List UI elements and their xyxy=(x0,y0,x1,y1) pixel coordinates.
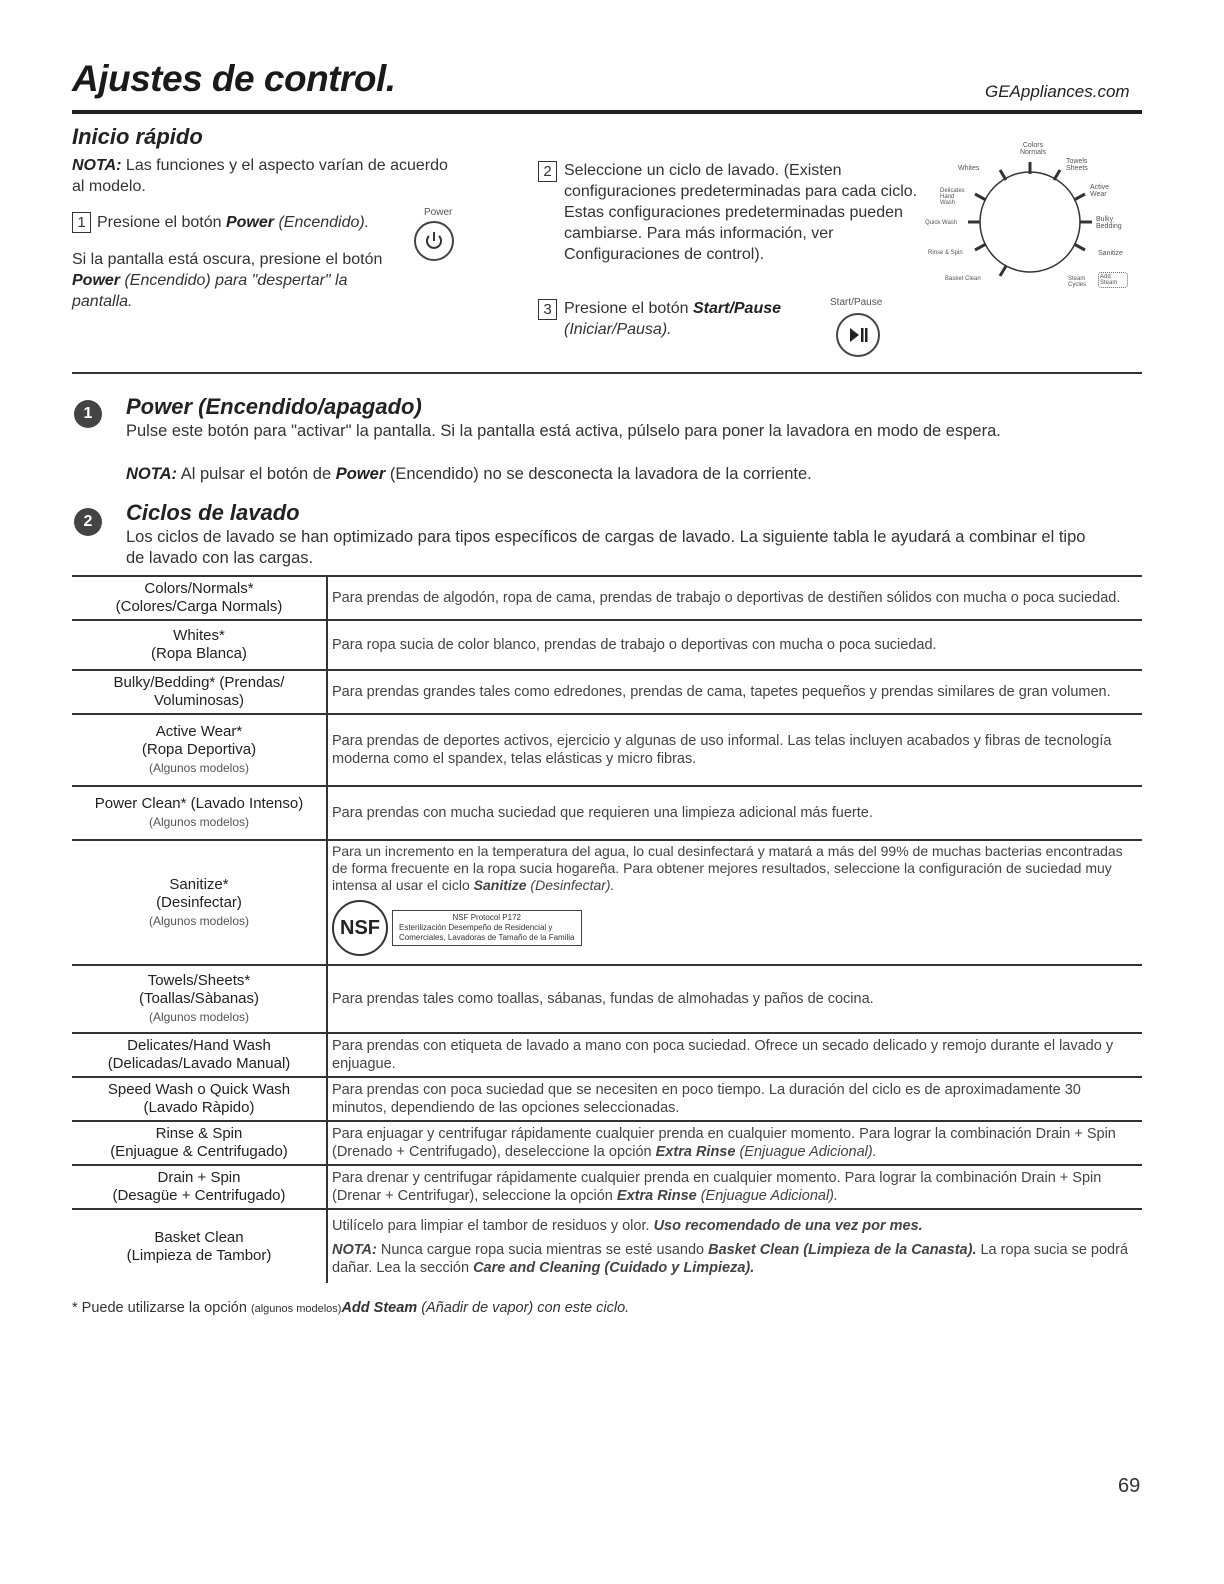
table-row xyxy=(72,714,1142,786)
cycle-desc: Para drenar y centrifugar rápidamente cualquier prenda en cualquier momento. Para lograr la combinación Drain + Spin (Drenar + Centrifugar), seleccione la opción Extra Rinse (Enjuague Adicional). xyxy=(327,1165,1142,1209)
dial-rinse: Rinse & Spin xyxy=(928,250,963,256)
header-rule xyxy=(72,110,1142,114)
table-row xyxy=(72,1077,1142,1121)
table-row xyxy=(72,1165,1142,1209)
table-row xyxy=(72,670,1142,714)
quick-start-title: Inicio rápido xyxy=(72,124,203,149)
section-2-text: Los ciclos de lavado se han optimizado para tipos específicos de cargas de lavado. La siguiente tabla le ayudará a combinar el tipo de lavado con las cargas. xyxy=(126,528,1086,567)
quick-note: NOTA: Las funciones y el aspecto varían de acuerdo al modelo. xyxy=(72,157,448,195)
power-label: Power xyxy=(424,207,453,218)
cycle-name: Drain + Spin (Desagüe + Centrifugado) xyxy=(72,1165,327,1209)
cycle-name: Basket Clean (Limpieza de Tambor) xyxy=(72,1209,327,1283)
section-2-badge: 2 xyxy=(74,508,102,536)
cycle-name: Sanitize* (Desinfectar) (Algunos modelos) xyxy=(72,840,327,965)
dial-whites: Whites xyxy=(958,165,980,172)
step-2: 2 Seleccione un ciclo de lavado. (Existen configuraciones predeterminadas para cada ciclo. Estas configuraciones predeterminadas pueden cambiarse. Para más información, ver Configuraciones de control). xyxy=(538,160,933,265)
dial-colors: Colors Normals xyxy=(1019,142,1047,156)
cycle-name: Power Clean* (Lavado Intenso) (Algunos modelos) xyxy=(72,786,327,840)
power-button[interactable] xyxy=(414,221,454,261)
start-pause-button[interactable] xyxy=(836,313,880,357)
cycle-name: Delicates/Hand Wash (Delicadas/Lavado Manual) xyxy=(72,1033,327,1077)
dial-delicates: Delicates Hand Wash xyxy=(940,188,965,206)
step-1-para: Si la pantalla está oscura, presione el botón Power (Encendido) para "despertar" la pantalla. xyxy=(72,251,383,310)
cycle-desc: Para prendas con mucha suciedad que requieren una limpieza adicional más fuerte. xyxy=(327,786,1142,840)
footnote: * Puede utilizarse la opción (algunos modelos)Add Steam (Añadir de vapor) con este ciclo. xyxy=(72,1300,630,1316)
section-1-title: Power (Encendido/apagado) xyxy=(126,394,422,419)
start-pause-label: Start/Pause xyxy=(830,297,883,308)
cycle-desc: Para prendas con poca suciedad que se necesiten en poco tiempo. La duración del ciclo es de aproximadamente 30 minutos, dependiendo de las opciones seleccionadas. xyxy=(327,1077,1142,1121)
cycle-name: Towels/Sheets* (Toallas/Sàbanas) (Algunos modelos) xyxy=(72,965,327,1033)
cycle-desc: Para prendas de algodón, ropa de cama, prendas de trabajo o deportivas de destiñen sólidos con mucha o poca suciedad. xyxy=(327,576,1142,620)
cycle-name: Bulky/Bedding* (Prendas/ Voluminosas) xyxy=(72,670,327,714)
cycle-desc: Utilícelo para limpiar el tambor de residuos y olor. Uso recomendado de una vez por mes. NOTA: Nunca cargue ropa sucia mientras se esté usando Basket Clean (Limpieza de la Canasta). La ropa sucia se podrá dañar. Lea la sección Care and Cleaning (Cuidado y Limpieza). xyxy=(327,1209,1142,1283)
page-number: 69 xyxy=(1118,1475,1141,1497)
cycle-name: Rinse & Spin (Enjuague & Centrifugado) xyxy=(72,1121,327,1165)
dial-towels: Towels Sheets xyxy=(1066,158,1088,172)
dial-sanitize: Sanitize xyxy=(1098,250,1123,257)
section-1-badge: 1 xyxy=(74,400,102,428)
cycle-desc: Para prendas tales como toallas, sábanas, fundas de almohadas y paños de cocina. xyxy=(327,965,1142,1033)
step-1: 1 Presione el botón Power (Encendido). xyxy=(72,212,402,233)
dial-bulky: Bulky Bedding xyxy=(1096,216,1122,230)
dial-basket: Basket Clean xyxy=(945,276,981,282)
cycle-desc: Para ropa sucia de color blanco, prendas de trabajo o deportivas con mucha o poca suciedad. xyxy=(327,620,1142,670)
table-row xyxy=(72,786,1142,840)
dial-quick: Quick Wash xyxy=(925,220,958,226)
table-row xyxy=(72,965,1142,1033)
step-3-number: 3 xyxy=(538,299,557,320)
step-3: 3 Presione el botón Start/Pause (Iniciar/Pausa). xyxy=(538,298,808,340)
play-pause-icon xyxy=(838,315,878,355)
table-row xyxy=(72,1121,1142,1165)
table-row xyxy=(72,1209,1142,1283)
table-row xyxy=(72,840,1142,965)
step-1-number: 1 xyxy=(72,212,91,233)
cycle-name: Active Wear* (Ropa Deportiva) (Algunos modelos) xyxy=(72,714,327,786)
dial-active: Active Wear xyxy=(1090,184,1110,198)
cycle-desc: Para prendas de deportes activos, ejercicio y algunas de uso informal. Las telas incluyen acabados y fibras de tecnología moderna como el spandex, telas elásticas y micro fibras. xyxy=(327,714,1142,786)
section-rule xyxy=(72,372,1142,374)
table-row xyxy=(72,1033,1142,1077)
cycle-desc: Para un incremento en la temperatura del agua, lo cual desinfectará y matará a más del 99% de muchas bacterias encontradas de forma frecuente en la ropa sucia hogareña. Para obtener mejores resultados, seleccione la configuración de suciedad muy intensa al usar el ciclo Sanitize (Desinfectar). NSF NSF Protocol P172 Esterilización Desempeño de Residencial y Comerciales, Lavadoras de Tamaño de la Familia xyxy=(327,840,1142,965)
table-row xyxy=(72,576,1142,620)
cycle-desc: Para prendas grandes tales como edredones, prendas de cama, tapetes pequeños y prendas similares de gran volumen. xyxy=(327,670,1142,714)
page-title: Ajustes de control. xyxy=(72,58,396,99)
site-url[interactable]: GEAppliances.com xyxy=(985,82,1130,101)
cycle-name: Speed Wash o Quick Wash (Lavado Ràpido) xyxy=(72,1077,327,1121)
cycle-name: Colors/Normals* (Colores/Carga Normals) xyxy=(72,576,327,620)
cycles-table xyxy=(72,575,1142,1283)
table-row xyxy=(72,620,1142,670)
cycle-desc: Para enjuagar y centrifugar rápidamente cualquier prenda en cualquier momento. Para lograr la combinación Drain + Spin (Drenado + Centrifugado), deseleccione la opción Extra Rinse (Enjuague Adicional). xyxy=(327,1121,1142,1165)
nsf-logo: NSF xyxy=(332,900,388,956)
cycle-desc: Para prendas con etiqueta de lavado a mano con poca suciedad. Ofrece un secado delicado y remojo durante el lavado y enjuague. xyxy=(327,1033,1142,1077)
add-steam-button[interactable]: Add Steam xyxy=(1098,272,1128,288)
power-icon xyxy=(416,223,452,259)
dial-steam-cycles: Steam Cycles xyxy=(1068,276,1087,288)
section-2-title: Ciclos de lavado xyxy=(126,500,300,525)
section-1-text: Pulse este botón para "activar" la pantalla. Si la pantalla está activa, púlselo para poner la lavadora en modo de espera. xyxy=(126,422,1001,440)
cycle-name: Whites* (Ropa Blanca) xyxy=(72,620,327,670)
section-1-note: NOTA: Al pulsar el botón de Power (Encendido) no se desconecta la lavadora de la corriente. xyxy=(126,465,812,483)
step-2-number: 2 xyxy=(538,161,557,182)
nsf-certification: NSF NSF Protocol P172 Esterilización Desempeño de Residencial y Comerciales, Lavadoras de Tamaño de la Familia xyxy=(332,900,582,956)
